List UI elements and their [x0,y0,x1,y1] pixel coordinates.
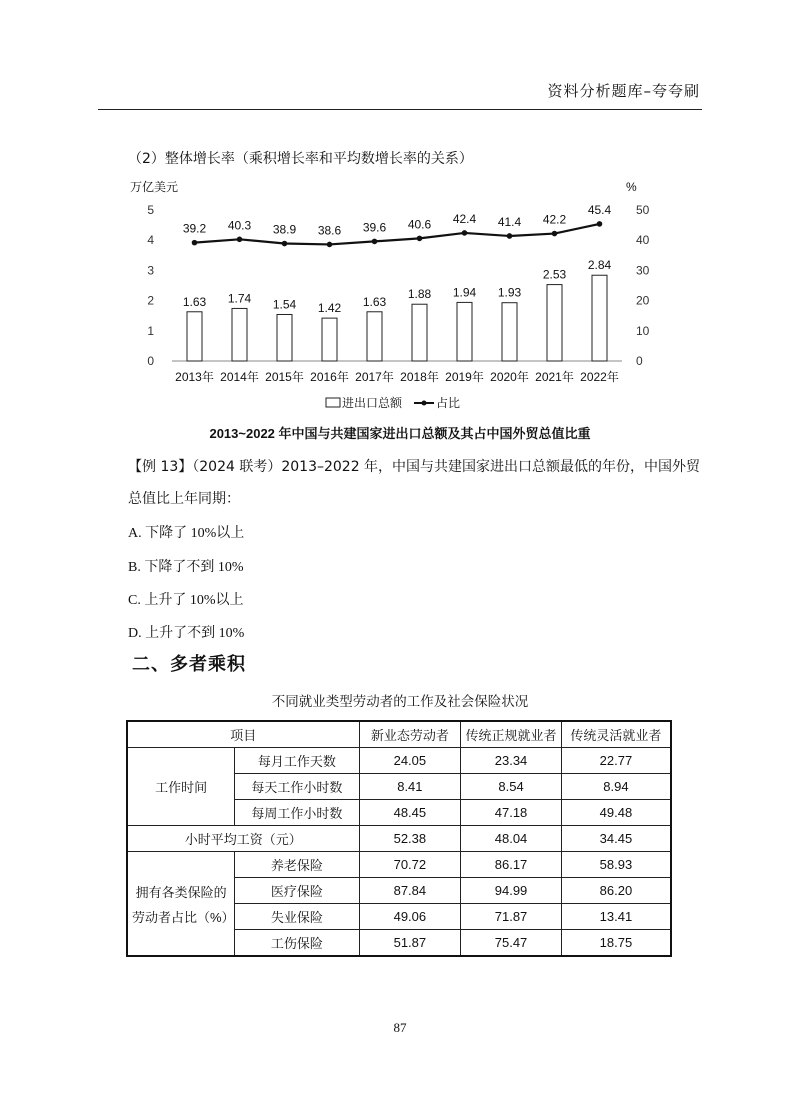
share-point-2022年 [597,221,603,227]
x-tick-label: 2016年 [310,370,349,384]
left-tick-label: 3 [147,263,154,278]
legend-line-label: 占比 [436,396,461,410]
row-label: 医疗保险 [235,878,359,904]
bar-2014年 [232,308,247,361]
option-d[interactable]: D. 上升了不到 10% [128,626,245,641]
cell: 86.20 [561,878,671,904]
cell: 18.75 [561,930,671,957]
share-point-2013年 [192,240,198,246]
x-tick-label: 2017年 [355,370,394,384]
right-tick-label: 30 [636,263,650,278]
table-row [127,852,671,878]
bar-2022年 [592,275,607,361]
option-b[interactable]: B. 下降了不到 10% [128,560,244,575]
bar-value-label: 2.84 [587,258,612,273]
cell: 22.77 [561,748,671,774]
share-value-label: 40.3 [227,218,252,233]
bar-2016年 [322,318,337,361]
share-point-2020年 [507,233,513,239]
cell: 13.41 [561,904,671,930]
cell: 24.05 [359,748,461,774]
bar-2017年 [367,312,382,361]
cell: 75.47 [461,930,562,957]
x-tick-label: 2014年 [220,370,259,384]
bar-2019年 [457,302,472,361]
cell: 47.18 [461,800,562,826]
option-c[interactable]: C. 上升了 10%以上 [128,593,244,608]
row-label: 养老保险 [235,852,359,878]
cell: 8.94 [561,774,671,800]
bar-value-label: 1.63 [182,294,207,309]
bar-2018年 [412,304,427,361]
left-tick-label: 4 [147,233,154,248]
x-tick-label: 2015年 [265,370,304,384]
row-label: 每天工作小时数 [235,774,359,800]
share-value-label: 39.2 [182,221,207,236]
section-subtitle: （2）整体增长率（乘积增长率和平均数增长率的关系） [128,151,473,167]
group-label-work-time: 工作时间 [127,748,235,826]
share-value-label: 42.2 [542,212,567,227]
cell: 86.17 [461,852,562,878]
header-col-2: 传统正规就业者 [461,721,562,748]
x-tick-label: 2018年 [400,370,439,384]
share-point-2015年 [282,241,288,247]
right-tick-label: 40 [636,233,650,248]
bar-value-label: 1.42 [317,301,342,316]
bar-value-label: 1.74 [227,291,252,306]
chart-title: 2013~2022 年中国与共建国家进出口总额及其占中国外贸总值比重 [209,426,591,441]
table-row [127,826,671,852]
bar-value-label: 1.54 [272,297,297,312]
bar-value-label: 2.53 [542,267,567,282]
left-tick-label: 2 [147,293,154,308]
share-value-label: 38.6 [317,223,342,238]
cell: 52.38 [359,826,461,852]
share-point-2018年 [417,236,423,242]
bar-2013年 [187,312,202,361]
row-label: 每月工作天数 [235,748,359,774]
row-label: 失业保险 [235,904,359,930]
cell: 94.99 [461,878,562,904]
cell: 58.93 [561,852,671,878]
right-tick-label: 10 [636,323,650,338]
cell: 34.45 [561,826,671,852]
trade-chart [130,175,670,415]
page-number: 87 [393,1020,407,1035]
cell: 87.84 [359,878,461,904]
left-tick-label: 0 [147,354,154,368]
cell: 49.06 [359,904,461,930]
header-col-3: 传统灵活就业者 [561,721,671,748]
question-line-2: 总值比上年同期： [128,491,240,507]
x-tick-label: 2021年 [535,370,574,384]
share-point-2017年 [372,239,378,245]
share-value-label: 41.4 [497,214,522,229]
x-tick-label: 2019年 [445,370,484,384]
header-col-1: 新业态劳动者 [359,721,461,748]
cell: 48.04 [461,826,562,852]
cell: 8.54 [461,774,562,800]
left-tick-label: 5 [147,203,154,217]
cell: 49.48 [561,800,671,826]
option-a[interactable]: A. 下降了 10%以上 [128,526,245,541]
group-label-line-2: 劳动者占比（%） [132,909,235,925]
bar-value-label: 1.88 [407,287,432,302]
table-title: 不同就业类型劳动者的工作及社会保险状况 [271,694,529,710]
header-item: 项目 [127,721,359,748]
right-tick-label: 0 [636,354,643,368]
section-heading: 二、多者乘积 [132,654,246,675]
x-tick-label: 2020年 [490,370,529,384]
bar-value-label: 1.94 [452,285,477,300]
header-rule [98,109,702,110]
row-label: 每周工作小时数 [235,800,359,826]
x-tick-label: 2013年 [175,370,214,384]
right-axis-label: % [626,180,637,194]
right-tick-label: 50 [636,203,650,217]
share-value-label: 39.6 [362,220,387,235]
left-tick-label: 1 [147,323,154,338]
legend-bar-label: 进出口总额 [342,396,403,410]
row-label-wage: 小时平均工资（元） [127,826,359,852]
cell: 70.72 [359,852,461,878]
share-point-2016年 [327,242,333,248]
table-row [127,748,671,774]
table-header-row [127,721,671,748]
share-point-2021年 [552,231,558,237]
row-label: 工伤保险 [235,930,359,957]
header-title: 资料分析题库–夸夸刷 [547,82,700,100]
bar-2020年 [502,303,517,361]
bar-2021年 [547,285,562,361]
right-tick-label: 20 [636,293,650,308]
cell: 48.45 [359,800,461,826]
left-axis-label: 万亿美元 [130,180,179,194]
cell: 51.87 [359,930,461,957]
x-tick-label: 2022年 [580,370,619,384]
group-label-insurance [127,852,235,957]
share-value-label: 45.4 [587,202,612,217]
share-value-label: 42.4 [452,211,477,226]
share-value-label: 40.6 [407,217,432,232]
group-label-line-1: 拥有各类保险的 [135,884,227,900]
bar-2015年 [277,314,292,361]
cell: 23.34 [461,748,562,774]
question-line-1: 【例 13】（2024 联考）2013–2022 年，中国与共建国家进出口总额最低的年份，中国外贸 [128,459,701,475]
cell: 8.41 [359,774,461,800]
cell: 71.87 [461,904,562,930]
insurance-table [126,720,672,957]
share-line [195,224,600,245]
legend-bar-swatch [326,398,340,407]
share-value-label: 38.9 [272,222,297,237]
legend-line-marker [422,401,427,406]
share-point-2019年 [462,230,468,236]
bar-value-label: 1.93 [497,285,522,300]
bar-value-label: 1.63 [362,294,387,309]
share-point-2014年 [237,236,243,242]
